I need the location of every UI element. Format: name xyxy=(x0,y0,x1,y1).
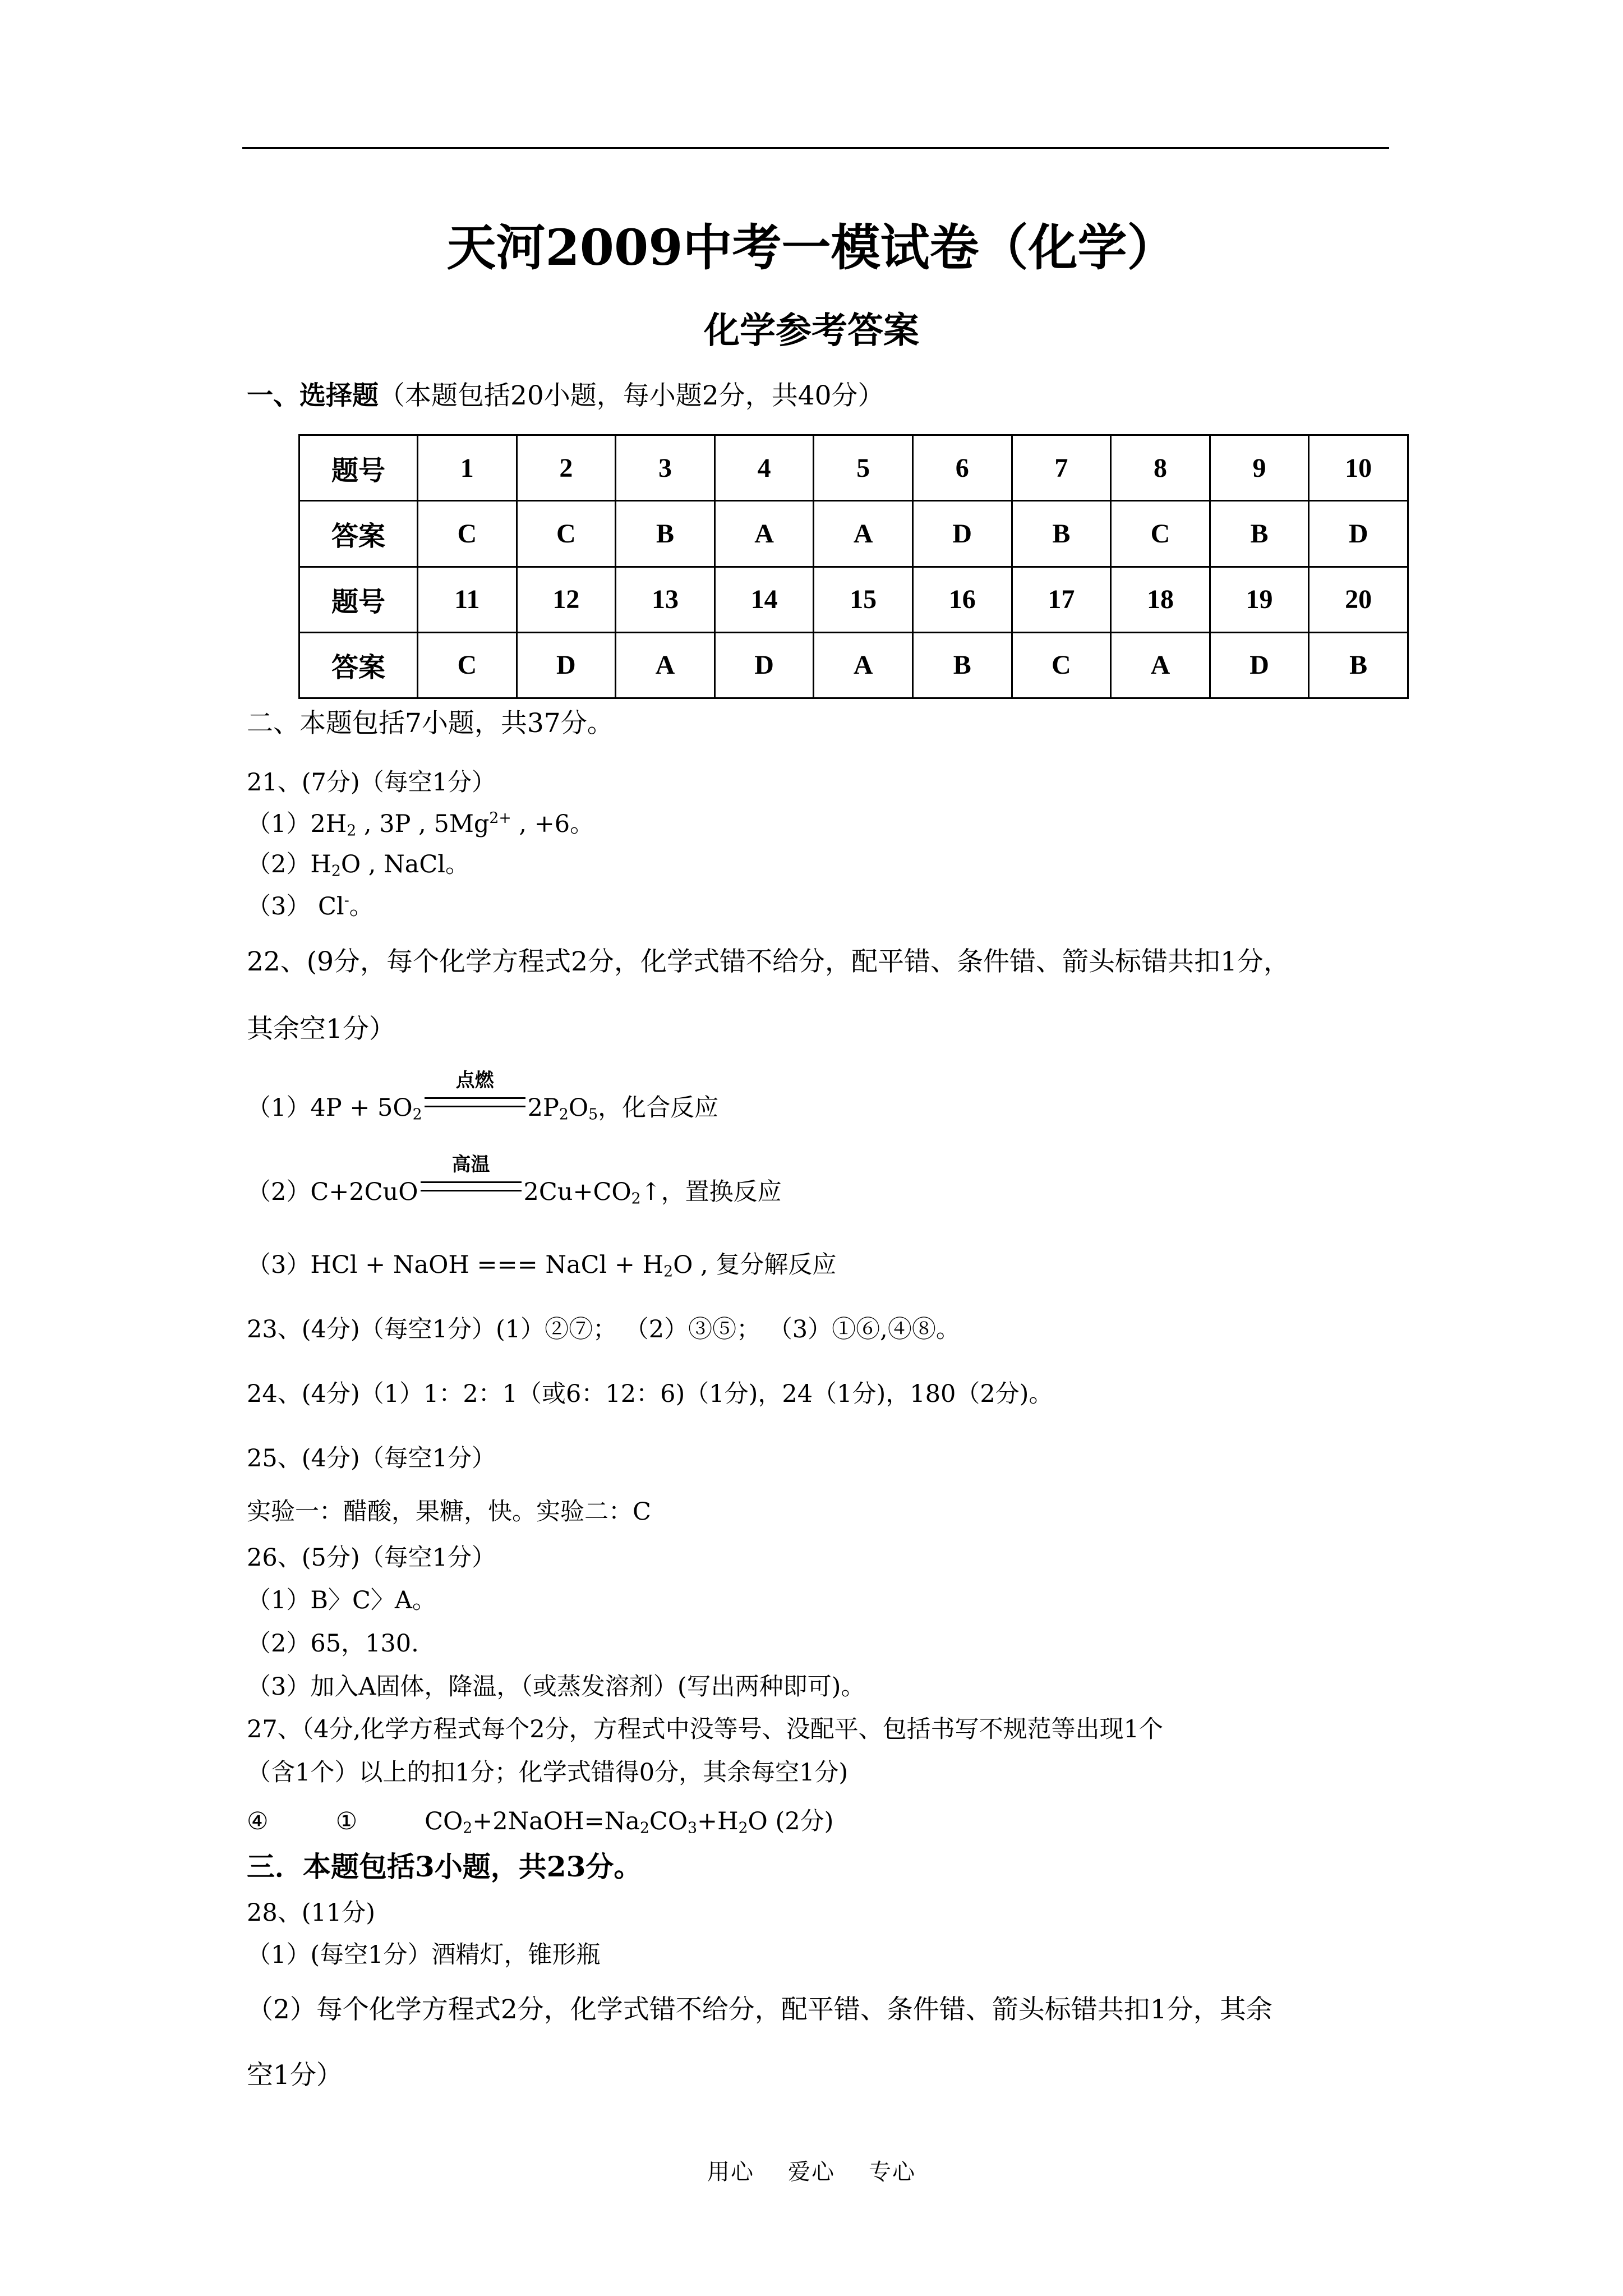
table-cell: D xyxy=(517,632,616,698)
section2-heading: 二、本题包括7小题，共37分。 xyxy=(247,708,614,739)
table-cell: D xyxy=(1309,501,1408,567)
answer-table xyxy=(298,434,1409,699)
table-cell: D xyxy=(714,632,814,698)
table-cell: 13 xyxy=(616,567,715,632)
q22-head2: 其余空1分） xyxy=(247,1014,395,1045)
section3-heading: 三．本题包括3小题，共23分。 xyxy=(247,1850,642,1883)
table-row-label: 题号 xyxy=(299,435,418,501)
q23: 23、(4分)（每空1分）(1）②⑦； （2）③⑤； （3）①⑥,④⑧。 xyxy=(247,1315,960,1343)
q27-answer: ④ ① $CO_2+2NaOH=Na_2CO_3+H_2O$ (2分) xyxy=(247,1807,834,1837)
q28-line1: （1）(每空1分）酒精灯，锥形瓶 xyxy=(247,1941,601,1969)
q26-head: 26、(5分)（每空1分） xyxy=(247,1544,496,1572)
q26-line3: （3）加入A固体，降温，（或蒸发溶剂）(写出两种即可)。 xyxy=(247,1673,865,1701)
table-cell: 10 xyxy=(1309,435,1408,501)
table-cell: C xyxy=(1111,501,1210,567)
table-cell: A xyxy=(714,501,814,567)
q22-reaction3: （3）HCl + NaOH === NaCl + $H_2O$ , 复分解反应 xyxy=(247,1251,837,1281)
section1-heading xyxy=(247,380,884,412)
table-cell: C xyxy=(517,501,616,567)
table-row-label: 题号 xyxy=(299,567,418,632)
table-cell: C xyxy=(418,632,517,698)
table-cell: B xyxy=(1210,501,1309,567)
q25-head: 25、(4分)（每空1分） xyxy=(247,1444,496,1473)
table-cell: 9 xyxy=(1210,435,1309,501)
table-cell: D xyxy=(912,501,1012,567)
table-row-label: 答案 xyxy=(299,632,418,698)
table-cell: 4 xyxy=(714,435,814,501)
section1-title: 一、选择题 xyxy=(247,380,379,411)
q22-reaction2: （2）C+2CuO 高温 $2Cu+CO_2↑$，置换反应 xyxy=(247,1153,782,1208)
table-cell: A xyxy=(1111,632,1210,698)
table-cell: 19 xyxy=(1210,567,1309,632)
table-cell: 3 xyxy=(616,435,715,501)
q28-line2: （2）每个化学方程式2分，化学式错不给分，配平错、条件错、箭头标错共扣1分，其余 xyxy=(247,1994,1272,2025)
table-cell: 7 xyxy=(1012,435,1111,501)
q26-line1: （1）B〉C〉A。 xyxy=(247,1586,436,1614)
q21-line1: $(1)2H_2$ , 3P , $5Mg^{2+}$ , +6。 xyxy=(247,809,594,840)
table-cell: A xyxy=(616,632,715,698)
q27-head2: （含1个）以上的扣1分；化学式错得0分，其余每空1分) xyxy=(247,1759,849,1787)
q22-reaction1: $(1)4P + 5O_2$ 点燃 $2P_2O_5$，化合反应 xyxy=(247,1069,719,1124)
table-cell: 6 xyxy=(912,435,1012,501)
table-cell: 15 xyxy=(814,567,913,632)
table-cell: 2 xyxy=(517,435,616,501)
table-cell: 1 xyxy=(418,435,517,501)
table-cell: 20 xyxy=(1309,567,1408,632)
footer-slogan: 用心 爱心 专心 xyxy=(707,2159,916,2185)
table-cell: 5 xyxy=(814,435,913,501)
table-cell: 14 xyxy=(714,567,814,632)
table-answer-row xyxy=(299,501,1408,567)
table-cell: B xyxy=(912,632,1012,698)
header-rule xyxy=(242,147,1389,149)
table-cell: B xyxy=(1309,632,1408,698)
q26-line2: （2）65，130. xyxy=(247,1630,419,1658)
q28-line3: 空1分） xyxy=(247,2060,343,2091)
table-cell: 18 xyxy=(1111,567,1210,632)
section1-note: （本题包括20小题，每小题2分，共40分） xyxy=(379,380,884,411)
table-cell: 16 xyxy=(912,567,1012,632)
q25-body: 实验一：醋酸，果糖，快。实验二：C xyxy=(247,1498,651,1526)
table-cell: B xyxy=(616,501,715,567)
table-cell: D xyxy=(1210,632,1309,698)
table-cell: A xyxy=(814,632,913,698)
q24: 24、(4分)（1）1：2：1（或6：12：6)（1分)，24（1分)，180（2分)。 xyxy=(247,1380,1053,1408)
table-number-row xyxy=(299,435,1408,501)
table-cell: 8 xyxy=(1111,435,1210,501)
table-cell: B xyxy=(1012,501,1111,567)
q27-head: 27、（4分,化学方程式每个2分，方程式中没等号、没配平、包括书写不规范等出现1个 xyxy=(247,1715,1163,1743)
table-cell: C xyxy=(1012,632,1111,698)
page-title: 天河2009中考一模试卷（化学） xyxy=(446,218,1177,277)
q21-line3: （3） Cl-。 xyxy=(247,892,374,921)
table-cell: 12 xyxy=(517,567,616,632)
condition-ignite: 点燃 xyxy=(425,1094,525,1123)
q22-head: 22、(9分，每个化学方程式2分，化学式错不给分，配平错、条件错、箭头标错共扣1分， xyxy=(247,946,1290,977)
table-cell: 17 xyxy=(1012,567,1111,632)
q28-head: 28、(11分) xyxy=(247,1899,375,1927)
q21-head: 21、(7分)（每空1分） xyxy=(247,769,496,797)
table-row-label: 答案 xyxy=(299,501,418,567)
table-cell: 11 xyxy=(418,567,517,632)
table-cell: A xyxy=(814,501,913,567)
condition-high-temp: 高温 xyxy=(421,1178,522,1207)
q21-line2: $(2)H_2O$ , NaCl。 xyxy=(247,850,470,880)
table-answer-row xyxy=(299,632,1408,698)
table-number-row xyxy=(299,567,1408,632)
table-cell: C xyxy=(418,501,517,567)
page-subtitle: 化学参考答案 xyxy=(704,310,919,352)
